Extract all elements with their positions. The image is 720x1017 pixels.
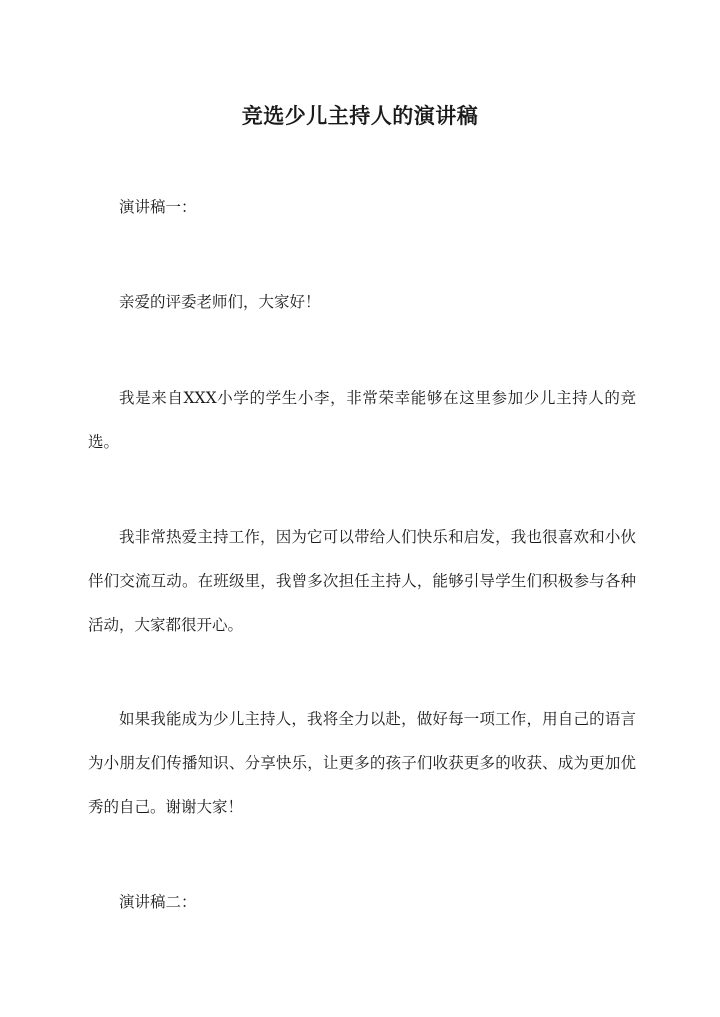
document-title: 竞选少儿主持人的演讲稿 bbox=[241, 103, 479, 129]
experience-paragraph: 我非常热爱主持工作，因为它可以带给人们快乐和启发，我也很喜欢和小伙伴们交流互动。在班级里，我曾多次担任主持人，能够引导学生们积极参与各种活动，大家都很开心。 bbox=[88, 528, 636, 634]
speech-two-heading: 演讲稿二： bbox=[119, 893, 197, 911]
greeting-paragraph: 亲爱的评委老师们，大家好！ bbox=[119, 293, 321, 311]
closing-paragraph: 如果我能成为少儿主持人，我将全力以赴，做好每一项工作，用自己的语言为小朋友们传播知识、分享快乐，让更多的孩子们收获更多的收获、成为更加优秀的自己。谢谢大家！ bbox=[88, 710, 636, 816]
speech-one-heading: 演讲稿一： bbox=[119, 198, 197, 216]
introduction-paragraph: 我是来自XXX小学的学生小李，非常荣幸能够在这里参加少儿主持人的竞选。 bbox=[88, 389, 636, 451]
